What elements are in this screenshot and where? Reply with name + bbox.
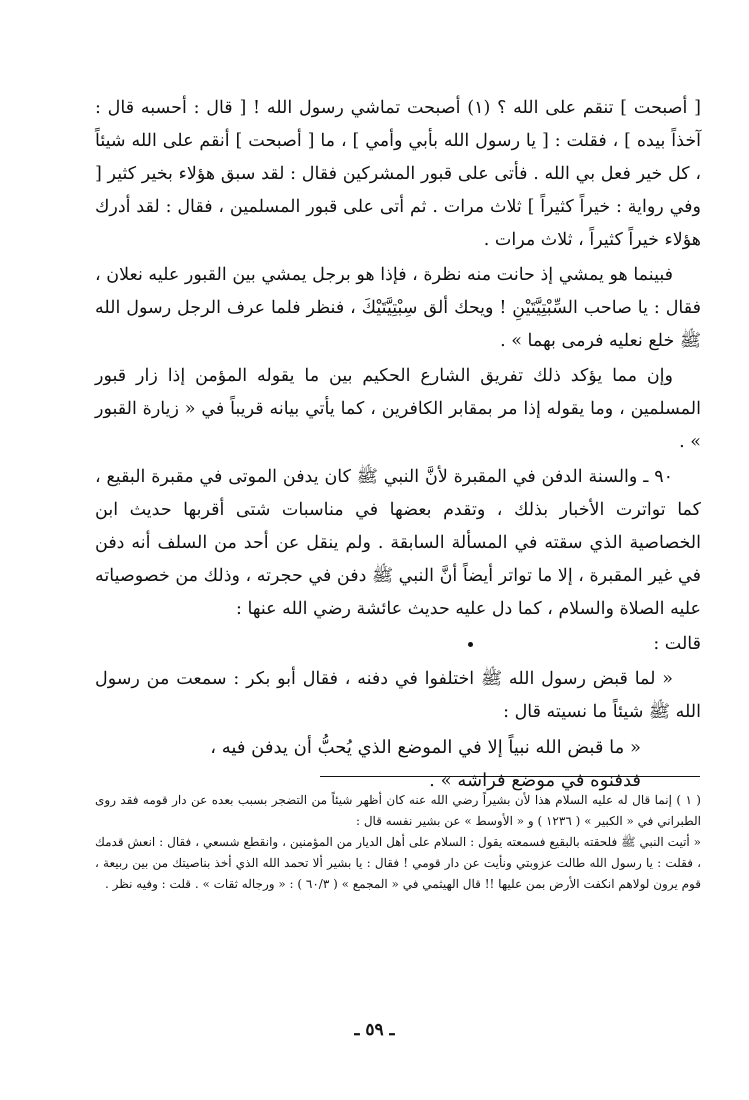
paragraph-5: « لما قبض رسول الله ﷺ اختلفوا في دفنه ، فقال أبو بكر : سمعت من رسول الله ﷺ شيئاً ما نسيته قال : [95, 669, 701, 722]
paragraph-4-text: ٩٠ ـ والسنة الدفن في المقبرة لأنَّ النبي ﷺ كان يدفن الموتى في مقبرة البقيع ، كما تواترت الأخبار بذلك ، وتقدم بعضها في مناسبات شتى أقربها حديث ابن الخصاصية الذي سقته في المسألة السابقة . ولم ينقل عن أحد من السلف أنه دفن في غير المقبرة ، إلا ما تواتر أيضاً أنَّ النبي ﷺ دفن في حجرته ، وذلك من خصوصياته عليه الصلاة والسلام ، كما دل عليه حديث عائشة رضي الله عنها : [95, 467, 701, 619]
footnote-separator [320, 776, 700, 777]
footnote-1: ( ١ ) إنما قال له عليه السلام هذا لأن بشيراً رضي الله عنه كان أظهر شيئاً من التضجر بسبب بعده عن دار قومه فقد روى الطبراني في « الكبير » ( ١٢٣٦ ) و « الأوسط » عن بشير نفسه قال : [95, 793, 701, 828]
qalat-label: قالت : [653, 634, 701, 654]
page-number: ـ ٥٩ ـ [354, 1020, 395, 1040]
quote-line-2: فدفنوه في موضع فراشه » . [429, 770, 641, 791]
paragraph-4-end [95, 628, 701, 661]
paragraph-1: [ أصبحت ] تنقم على الله ؟ (١) أصبحت تماشي رسول الله ! [ قال : أحسبه قال : آخذاً بيده ] ، فقلت : [ يا رسول الله بأبي وأمي ] ، ما [ أصبحت ] أنقم على الله شيئاً ، كل خير فعل بي الله . فأتى على قبور المشركين فقال : لقد سبق هؤلاء بخير كثير [ وفي رواية : خيراً كثيراً ] ثلاث مرات . ثم أتى على قبور المسلمين ، فقال : لقد أدرك هؤلاء خيراً كثيراً ، ثلاث مرات . [95, 98, 701, 250]
quote-line-1: « ما قبض الله نبياً إلا في الموضع الذي يُحبُّ أن يدفن فيه ، [210, 737, 641, 758]
footnotes [95, 790, 701, 895]
main-text [95, 92, 701, 797]
hadith-quote [95, 731, 701, 797]
paragraph-4 [95, 461, 701, 626]
dot-mark [468, 642, 473, 647]
paragraph-2: فبينما هو يمشي إذ حانت منه نظرة ، فإذا هو برجل يمشي بين القبور عليه نعلان ، فقال : يا صاحب السِّبْتِيَّتَيْنِ ! ويحك ألق سِبْتِيَّتَيْكَ ، فنظر فلما عرف الرجل رسول الله ﷺ خلع نعليه فرمى بهما » . [95, 265, 701, 351]
paragraph-3: وإن مما يؤكد ذلك تفريق الشارع الحكيم بين ما يقوله المؤمن إذا زار قبور المسلمين ، وما يقوله إذا مر بمقابر الكافرين ، كما يأتي بيانه قريباً في « زيارة القبور » . [95, 366, 701, 452]
footnote-2: « أتيت النبي ﷺ فلحقته بالبقيع فسمعته يقول : السلام على أهل الديار من المؤمنين ، وانقطع شسعي ، فقال : انعش قدمك ، فقلت : يا رسول الله طالت عزوبتي ونأيت عن دار قومي ! فقال : يا بشير ألا تحمد الله الذي أخذ بناصيتك من بين ربيعة ، قوم يرون لولاهم انكفت الأرض بمن عليها !! قال الهيثمي في « المجمع » ( ٦٠/٣ ) : « ورجاله ثقات » . قلت : وفيه نظر . [95, 835, 701, 891]
